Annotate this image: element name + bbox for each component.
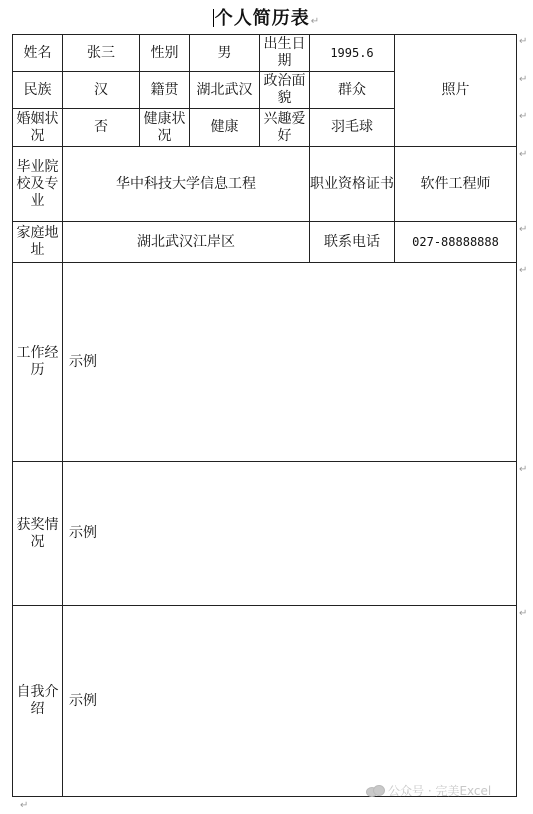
- health-label-cell[interactable]: 健康状况: [140, 109, 190, 147]
- name-value-cell[interactable]: 张三: [63, 35, 140, 72]
- native-value-cell[interactable]: 湖北武汉: [190, 72, 260, 109]
- name-label-cell[interactable]: 姓名: [13, 35, 63, 72]
- gender-value-cell[interactable]: 男: [190, 35, 260, 72]
- row-end-mark: ↵: [519, 74, 528, 85]
- watermark-text: 公众号 · 完美Excel: [388, 784, 492, 798]
- row-end-mark: ↵: [519, 464, 528, 475]
- cert-value-cell[interactable]: 软件工程师: [395, 147, 517, 222]
- hobby-value-cell[interactable]: 羽毛球: [310, 109, 395, 147]
- document-title: [0, 4, 533, 30]
- political-value-cell[interactable]: 群众: [310, 72, 395, 109]
- watermark: [366, 782, 491, 799]
- cert-label-cell[interactable]: 职业资格证书: [310, 147, 395, 222]
- resume-table: [12, 34, 517, 797]
- ethnicity-label-cell[interactable]: 民族: [13, 72, 63, 109]
- marital-value-cell[interactable]: 否: [63, 109, 140, 147]
- table-row: [13, 263, 517, 462]
- title-text: 个人简历表: [214, 8, 310, 29]
- marital-label-cell[interactable]: 婚姻状况: [13, 109, 63, 147]
- intro-value-cell[interactable]: 示例: [63, 606, 517, 797]
- address-label-cell[interactable]: 家庭地址: [13, 222, 63, 263]
- birth-value-cell[interactable]: 1995.6: [310, 35, 395, 72]
- work-label-cell[interactable]: 工作经历: [13, 263, 63, 462]
- school-label-cell[interactable]: 毕业院校及专业: [13, 147, 63, 222]
- table-row: [13, 222, 517, 263]
- row-end-mark: ↵: [519, 265, 528, 276]
- wechat-icon: [366, 785, 384, 797]
- phone-label-cell[interactable]: 联系电话: [310, 222, 395, 263]
- work-value-cell[interactable]: 示例: [63, 263, 517, 462]
- table-row: [13, 147, 517, 222]
- row-end-mark: ↵: [519, 149, 528, 160]
- row-end-mark: ↵: [519, 224, 528, 235]
- text-cursor: [213, 9, 214, 27]
- address-value-cell[interactable]: 湖北武汉江岸区: [63, 222, 310, 263]
- paragraph-mark: ↵: [310, 16, 321, 27]
- table-row: [13, 606, 517, 797]
- gender-label-cell[interactable]: 性别: [140, 35, 190, 72]
- photo-cell[interactable]: 照片: [395, 35, 517, 147]
- birth-label-cell[interactable]: 出生日期: [260, 35, 310, 72]
- row-end-mark: ↵: [519, 36, 528, 47]
- awards-value-cell[interactable]: 示例: [63, 462, 517, 606]
- native-label-cell[interactable]: 籍贯: [140, 72, 190, 109]
- document-end-mark: ↵: [20, 800, 29, 811]
- hobby-label-cell[interactable]: 兴趣爱好: [260, 109, 310, 147]
- health-value-cell[interactable]: 健康: [190, 109, 260, 147]
- table-row: [13, 462, 517, 606]
- intro-label-cell[interactable]: 自我介绍: [13, 606, 63, 797]
- row-end-mark: ↵: [519, 608, 528, 619]
- table-row: [13, 35, 517, 72]
- ethnicity-value-cell[interactable]: 汉: [63, 72, 140, 109]
- political-label-cell[interactable]: 政治面貌: [260, 72, 310, 109]
- school-value-cell[interactable]: 华中科技大学信息工程: [63, 147, 310, 222]
- awards-label-cell[interactable]: 获奖情况: [13, 462, 63, 606]
- phone-value-cell[interactable]: 027-88888888: [395, 222, 517, 263]
- row-end-mark: ↵: [519, 111, 528, 122]
